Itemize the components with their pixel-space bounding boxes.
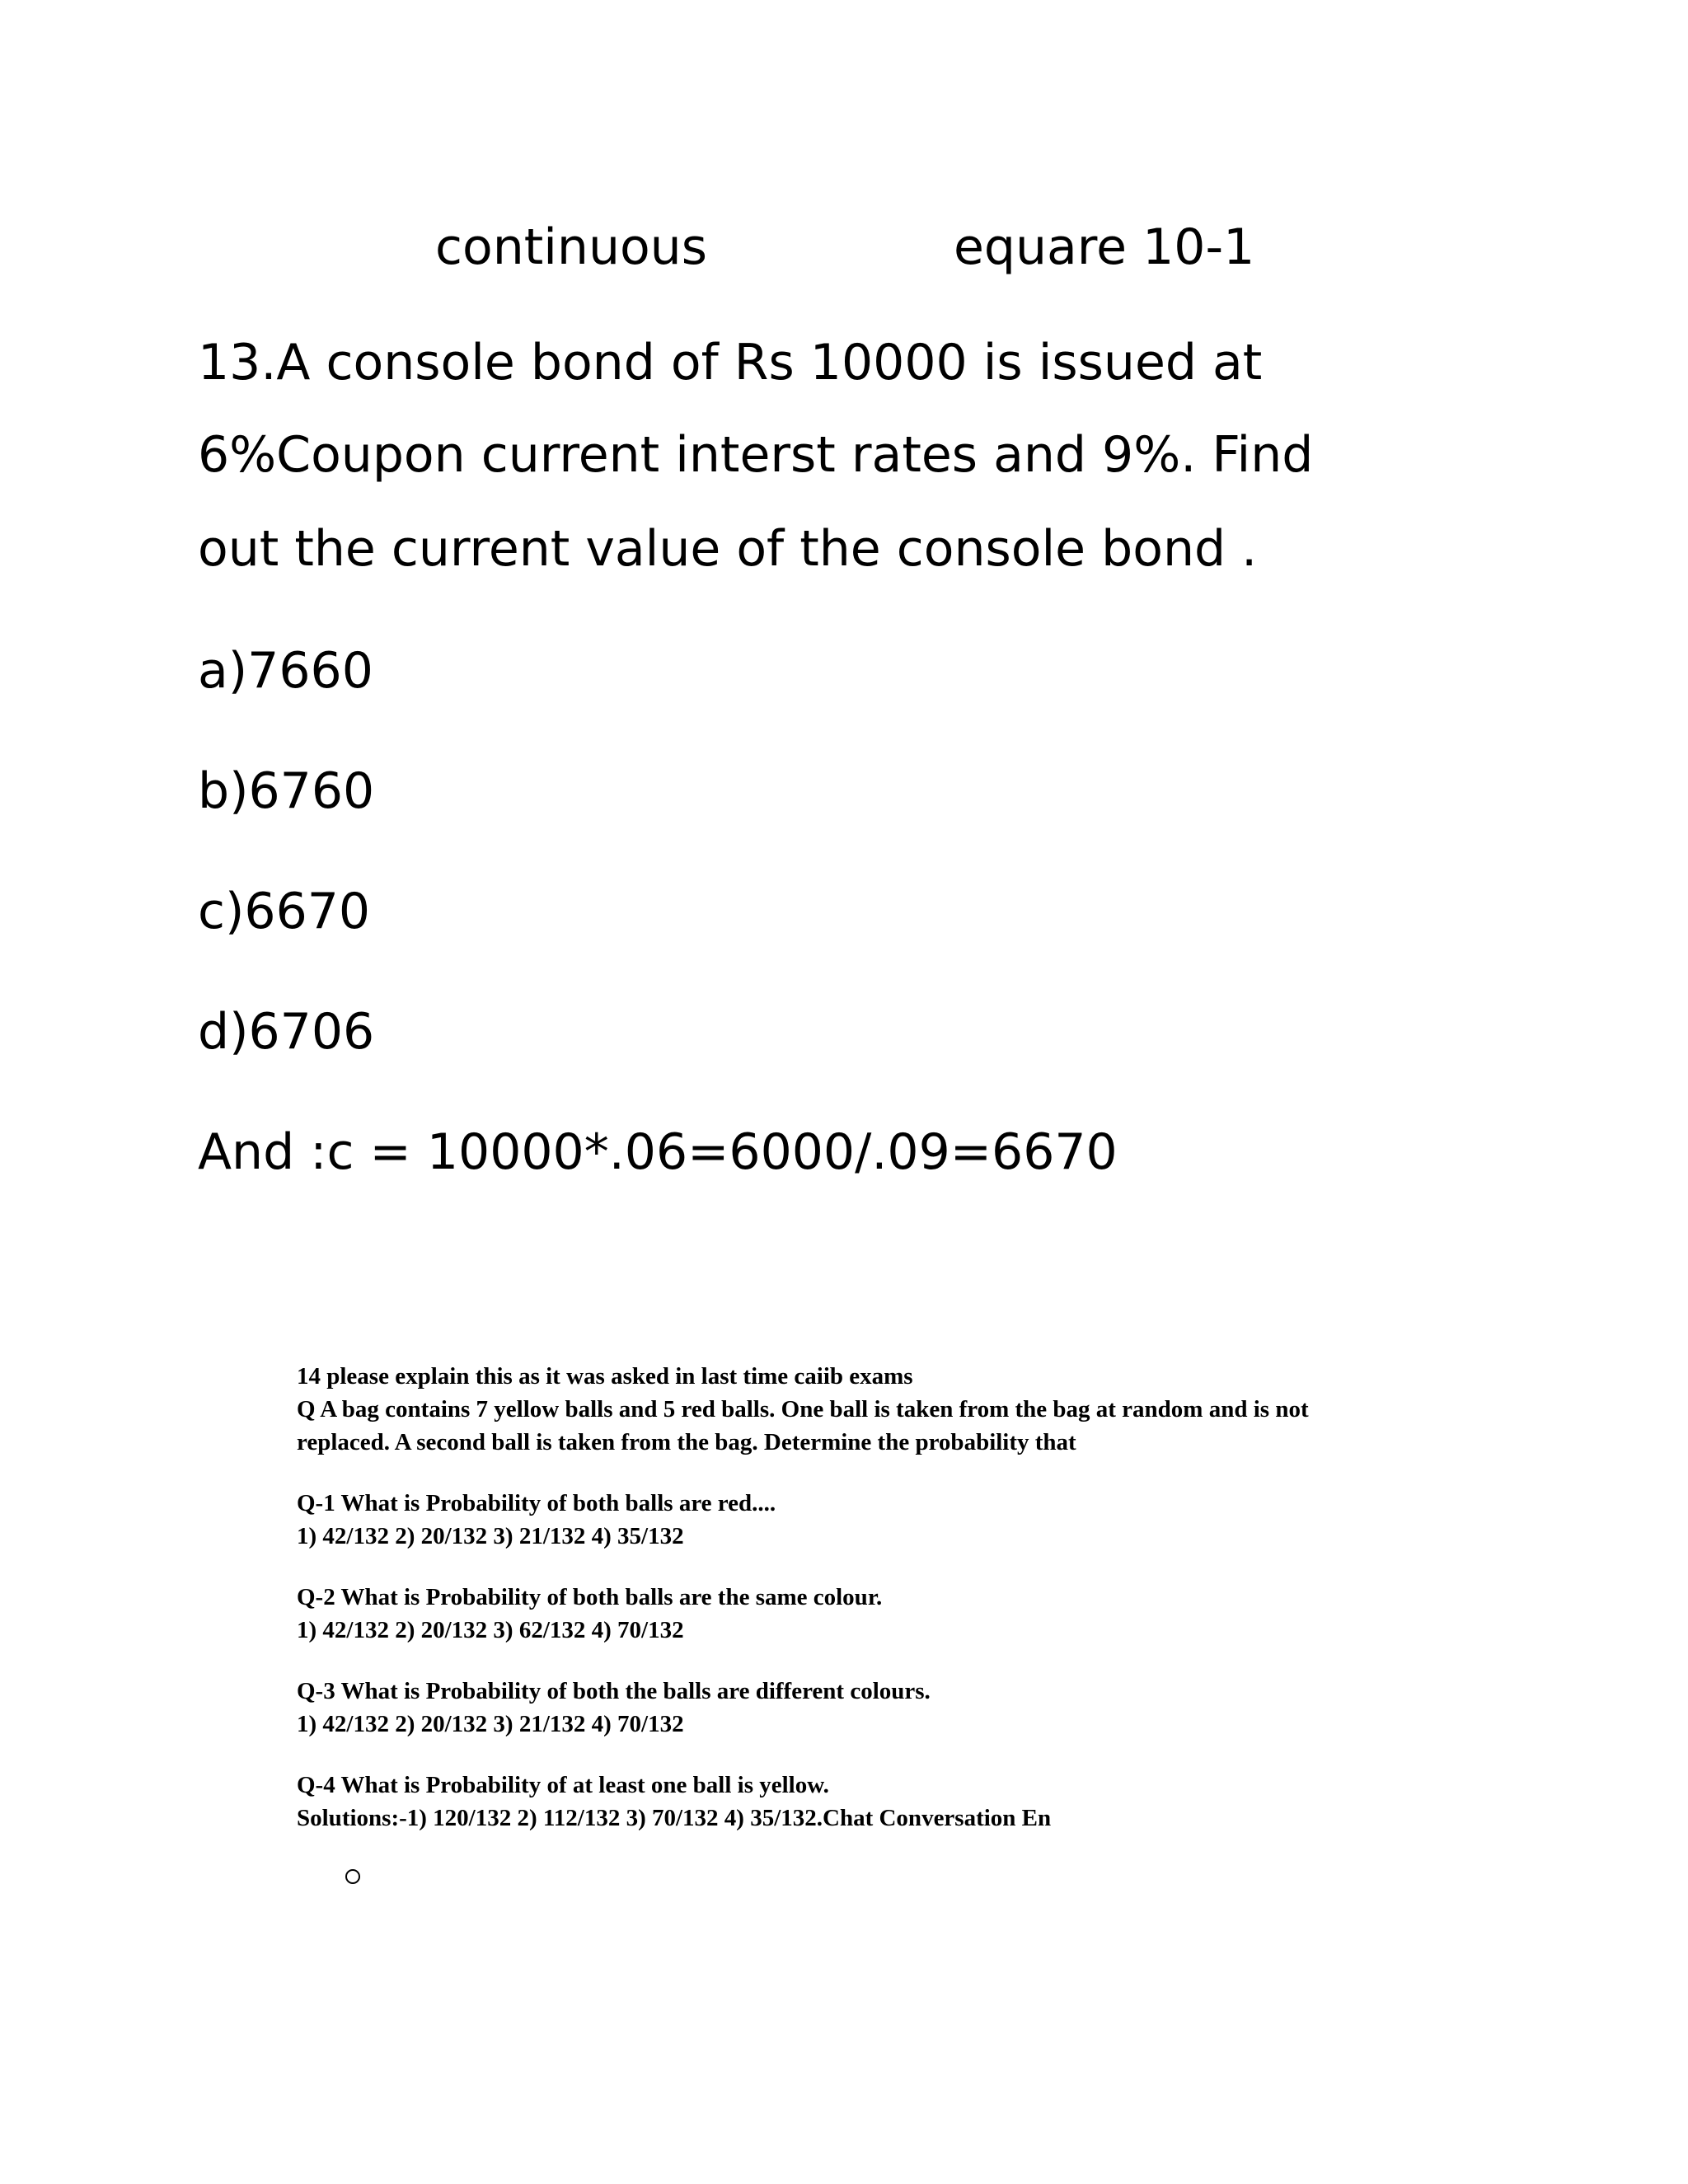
q14-stem-line-1: Q A bag contains 7 yellow balls and 5 red balls. One ball is taken from the bag at random and is not bbox=[297, 1396, 1309, 1422]
q14-sub1-question: Q-1 What is Probability of both balls are red.... bbox=[297, 1490, 776, 1516]
q14-sub2-question: Q-2 What is Probability of both balls are the same colour. bbox=[297, 1584, 883, 1610]
q13-line-2: 6%Coupon current interst rates and 9%. Find bbox=[198, 426, 1314, 484]
heading-left: continuous bbox=[435, 218, 707, 276]
q14-intro: 14 please explain this as it was asked in last time caiib exams bbox=[297, 1363, 913, 1390]
q14-sub3-question: Q-3 What is Probability of both the balls are different colours. bbox=[297, 1678, 931, 1704]
q14-sub2-options: 1) 42/132 2) 20/132 3) 62/132 4) 70/132 bbox=[297, 1617, 684, 1643]
q14-sub3-options: 1) 42/132 2) 20/132 3) 21/132 4) 70/132 bbox=[297, 1711, 684, 1737]
q14-sub4-question: Q-4 What is Probability of at least one ball is yellow. bbox=[297, 1772, 829, 1798]
q13-line-3: out the current value of the console bond . bbox=[198, 520, 1258, 578]
q14-stem-line-2: replaced. A second ball is taken from the bag. Determine the probability that bbox=[297, 1429, 1076, 1455]
q14-sub4-options: Solutions:-1) 120/132 2) 112/132 3) 70/132 4) 35/132.Chat Conversation En bbox=[297, 1805, 1052, 1831]
q13-line-1: 13.A console bond of Rs 10000 is issued at bbox=[198, 334, 1263, 391]
q13-option-b: b)6760 bbox=[198, 762, 375, 820]
empty-bullet-icon bbox=[345, 1869, 360, 1884]
q13-option-c: c)6670 bbox=[198, 883, 371, 940]
q13-option-d: d)6706 bbox=[198, 1003, 375, 1061]
q13-answer: And :c = 10000*.06=6000/.09=6670 bbox=[198, 1123, 1118, 1181]
q13-option-a: a)7660 bbox=[198, 642, 373, 700]
q14-sub1-options: 1) 42/132 2) 20/132 3) 21/132 4) 35/132 bbox=[297, 1523, 684, 1549]
heading-right: equare 10-1 bbox=[954, 218, 1255, 276]
